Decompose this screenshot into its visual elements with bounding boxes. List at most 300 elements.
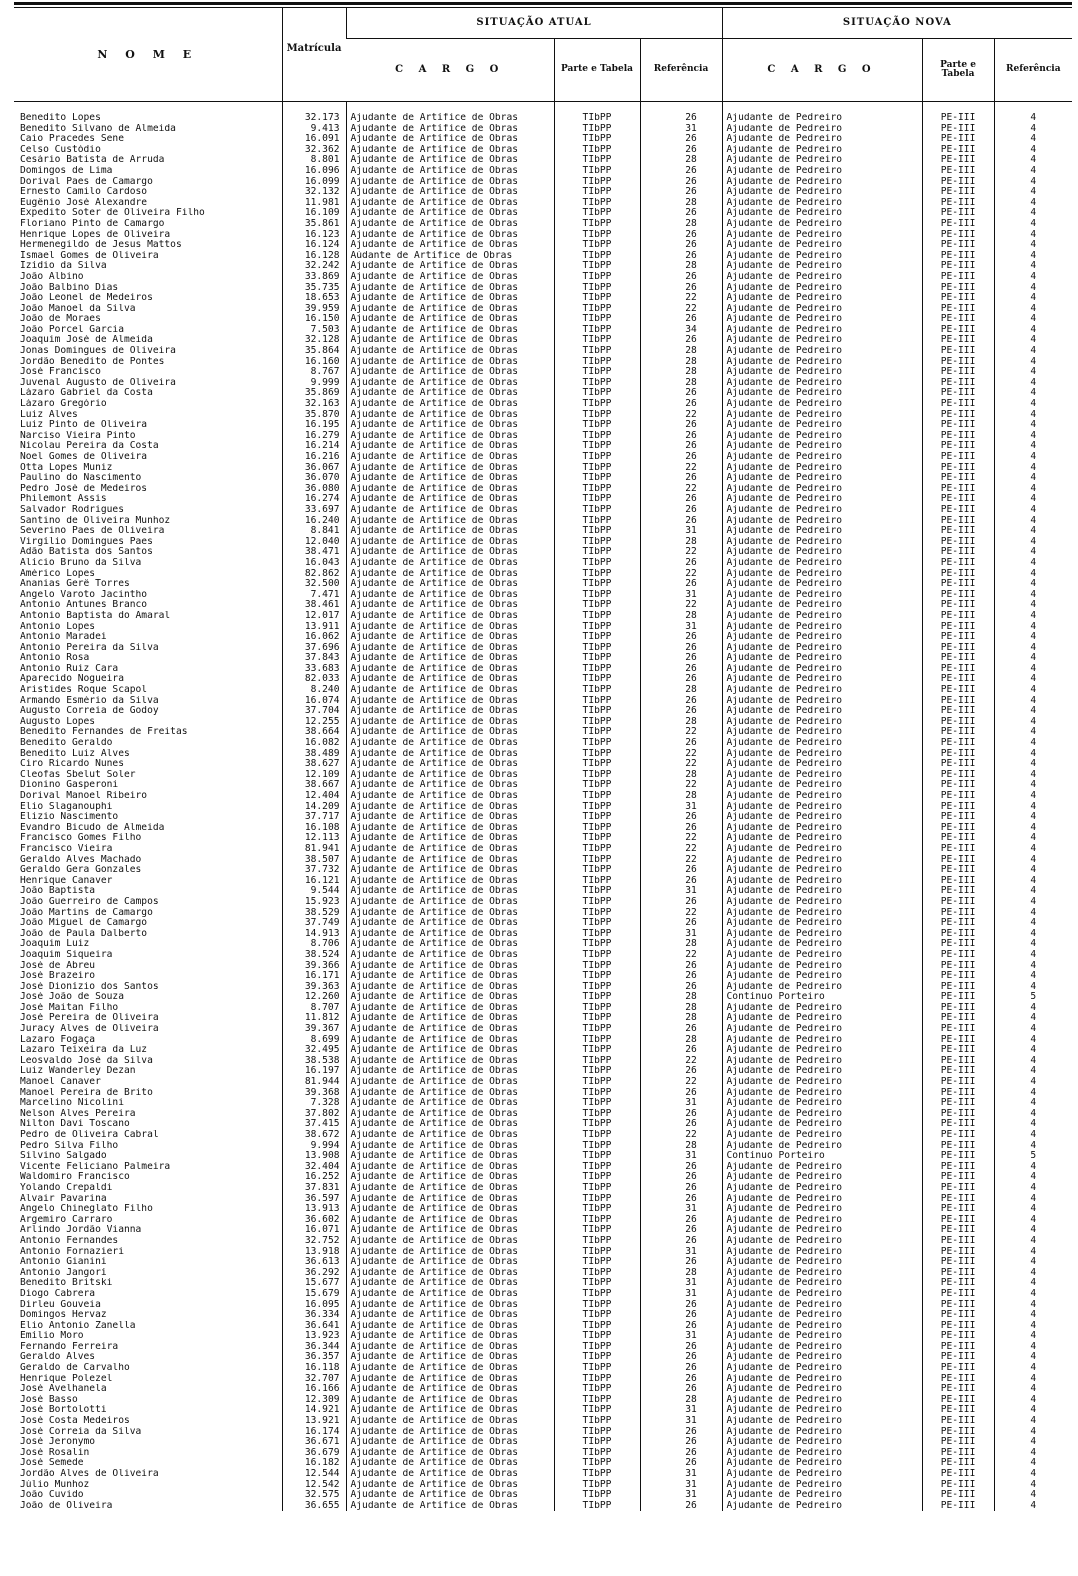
cell-p2: PE-III (922, 505, 994, 516)
cell-c2: Ajudante de Pedreiro (722, 1088, 922, 1099)
cell-r2: 4 (994, 441, 1072, 452)
cell-mat: 33.869 (282, 272, 346, 283)
table-row (14, 124, 1072, 135)
cell-c1: Ajudante de Artífice de Obras (346, 1141, 554, 1152)
cell-p1: TIbPP (554, 484, 640, 495)
cell-c2: Ajudante de Pedreiro (722, 187, 922, 198)
cell-p1: TIbPP (554, 600, 640, 611)
cell-r2: 4 (994, 950, 1072, 961)
cell-mat: 32.242 (282, 261, 346, 272)
cell-c1: Ajudante de Artífice de Obras (346, 198, 554, 209)
cell-c1: Ajudante de Artífice de Obras (346, 770, 554, 781)
cell-p1: TIbPP (554, 1162, 640, 1173)
cell-r1: 28 (640, 685, 722, 696)
cell-mat: 35.870 (282, 410, 346, 421)
cell-p2: PE-III (922, 1321, 994, 1332)
cell-r1: 31 (640, 1151, 722, 1162)
cell-p2: PE-III (922, 685, 994, 696)
table-row (14, 569, 1072, 580)
cell-mat: 16.074 (282, 696, 346, 707)
header-situacao-nova: SITUAÇÃO NOVA (722, 8, 1072, 39)
cell-p2: PE-III (922, 844, 994, 855)
cell-p1: TIbPP (554, 1342, 640, 1353)
table-row (14, 1204, 1072, 1215)
cell-p2: PE-III (922, 261, 994, 272)
cell-nome: José Costa Medeiros (20, 1416, 130, 1427)
cell-p1: TIbPP (554, 388, 640, 399)
cell-p1: TIbPP (554, 844, 640, 855)
cell-c2: Ajudante de Pedreiro (722, 738, 922, 749)
cell-r1: 26 (640, 1172, 722, 1183)
cell-c1: Ajudante de Artífice de Obras (346, 473, 554, 484)
cell-mat: 36.344 (282, 1342, 346, 1353)
cell-c2: Ajudante de Pedreiro (722, 897, 922, 908)
cell-mat: 9.413 (282, 124, 346, 135)
cell-nome: João Leonel de Medeiros (20, 293, 153, 304)
cell-p2: PE-III (922, 410, 994, 421)
cell-c1: Ajudante de Artífice de Obras (346, 961, 554, 972)
cell-c1: Ajudante de Artífice de Obras (346, 272, 554, 283)
cell-c1: Ajudante de Artífice de Obras (346, 431, 554, 442)
cell-p2: PE-III (922, 1363, 994, 1374)
cell-r1: 28 (640, 717, 722, 728)
cell-p2: PE-III (922, 643, 994, 654)
cell-nome: Manoel Canaver (20, 1077, 101, 1088)
cell-c1: Ajudante de Artífice de Obras (346, 876, 554, 887)
cell-nome: Benedito Lopes (20, 113, 101, 123)
cell-mat: 36.602 (282, 1215, 346, 1226)
cell-p1: TIbPP (554, 759, 640, 770)
cell-nome: José Maitan Filho (20, 1002, 119, 1013)
table-row (14, 865, 1072, 876)
cell-p2: PE-III (922, 1003, 994, 1014)
cell-nome: Antonio Fornazieri (20, 1246, 124, 1257)
cell-p2: PE-III (922, 727, 994, 738)
table-row (14, 1077, 1072, 1088)
cell-r2: 4 (994, 187, 1072, 198)
cell-nome: Jordão Benedito de Pontes (20, 356, 165, 367)
cell-r1: 26 (640, 431, 722, 442)
cell-r1: 26 (640, 272, 722, 283)
cell-c2: Ajudante de Pedreiro (722, 876, 922, 887)
cell-p2: PE-III (922, 251, 994, 262)
cell-p2: PE-III (922, 399, 994, 410)
table-row (14, 473, 1072, 484)
table-row (14, 526, 1072, 537)
cell-mat: 16.118 (282, 1363, 346, 1374)
cell-c2: Ajudante de Pedreiro (722, 1024, 922, 1035)
cell-c1: Ajudante de Artífice de Obras (346, 844, 554, 855)
cell-c1: Ajudante de Artífice de Obras (346, 187, 554, 198)
cell-r1: 26 (640, 971, 722, 982)
cell-p1: TIbPP (554, 1501, 640, 1512)
cell-p1: TIbPP (554, 441, 640, 452)
cell-r2: 4 (994, 1225, 1072, 1236)
cell-nome: Elio Antonio Zanella (20, 1320, 136, 1331)
cell-p1: TIbPP (554, 283, 640, 294)
table-row (14, 1310, 1072, 1321)
cell-nome: José Francisco (20, 367, 101, 378)
cell-c1: Ajudante de Artífice de Obras (346, 166, 554, 177)
cell-r1: 26 (640, 674, 722, 685)
cell-c1: Ajudante de Artífice de Obras (346, 1300, 554, 1311)
cell-nome: Joaquim José de Almeida (20, 335, 153, 346)
cell-r1: 28 (640, 367, 722, 378)
cell-r2: 4 (994, 1204, 1072, 1215)
cell-c2: Ajudante de Pedreiro (722, 791, 922, 802)
cell-nome: João Miguel de Camargo (20, 918, 148, 929)
cell-r1: 31 (640, 590, 722, 601)
cell-mat: 7.471 (282, 590, 346, 601)
cell-nome: Silvino Salgado (20, 1151, 107, 1162)
cell-c1: Ajudante de Artífice de Obras (346, 706, 554, 717)
cell-p2: PE-III (922, 982, 994, 993)
cell-r1: 28 (640, 219, 722, 230)
cell-mat: 38.627 (282, 759, 346, 770)
cell-c1: Ajudante de Artífice de Obras (346, 1024, 554, 1035)
cell-c2: Ajudante de Pedreiro (722, 1215, 922, 1226)
table-row (14, 1194, 1072, 1205)
cell-c1: Ajudante de Artífice de Obras (346, 632, 554, 643)
cell-c2: Ajudante de Pedreiro (722, 759, 922, 770)
table-row (14, 452, 1072, 463)
cell-c2: Ajudante de Pedreiro (722, 844, 922, 855)
table-row (14, 1003, 1072, 1014)
cell-mat: 16.174 (282, 1427, 346, 1438)
table-row (14, 537, 1072, 548)
cell-r2: 4 (994, 1278, 1072, 1289)
cell-mat: 15.923 (282, 897, 346, 908)
cell-r2: 4 (994, 865, 1072, 876)
cell-r1: 26 (640, 473, 722, 484)
cell-p1: TIbPP (554, 1384, 640, 1395)
cell-nome: Pedro José de Medeiros (20, 483, 148, 494)
cell-p2: PE-III (922, 113, 994, 124)
cell-nome: Antonio Ruiz Cara (20, 663, 119, 674)
cell-nome: Augusto Lopes (20, 716, 96, 727)
cell-p1: TIbPP (554, 378, 640, 389)
cell-mat: 36.671 (282, 1437, 346, 1448)
cell-p2: PE-III (922, 590, 994, 601)
cell-c2: Ajudante de Pedreiro (722, 219, 922, 230)
cell-c2: Ajudante de Pedreiro (722, 1501, 922, 1512)
cell-mat: 16.128 (282, 251, 346, 262)
cell-p2: PE-III (922, 283, 994, 294)
cell-c2: Ajudante de Pedreiro (722, 134, 922, 145)
table-row (14, 198, 1072, 209)
cell-mat: 9.994 (282, 1141, 346, 1152)
cell-mat: 35.864 (282, 346, 346, 357)
table-row (14, 622, 1072, 633)
cell-mat: 7.328 (282, 1098, 346, 1109)
cell-r2: 4 (994, 886, 1072, 897)
cell-p1: TIbPP (554, 569, 640, 580)
cell-mat: 12.544 (282, 1469, 346, 1480)
cell-p2: PE-III (922, 1056, 994, 1067)
cell-c2: Ajudante de Pedreiro (722, 1225, 922, 1236)
cell-mat: 11.812 (282, 1013, 346, 1024)
cell-p2: PE-III (922, 1278, 994, 1289)
table-row (14, 886, 1072, 897)
cell-p2: PE-III (922, 1416, 994, 1427)
cell-c1: Ajudante de Artífice de Obras (346, 1374, 554, 1385)
cell-c2: Ajudante de Pedreiro (722, 251, 922, 262)
cell-p1: TIbPP (554, 1278, 640, 1289)
cell-r2: 4 (994, 357, 1072, 368)
cell-r2: 4 (994, 1310, 1072, 1321)
cell-mat: 39.368 (282, 1088, 346, 1099)
cell-p1: TIbPP (554, 1066, 640, 1077)
cell-c1: Ajudante de Artífice de Obras (346, 1204, 554, 1215)
cell-r2: 5 (994, 992, 1072, 1003)
cell-p1: TIbPP (554, 1395, 640, 1406)
cell-r1: 26 (640, 1257, 722, 1268)
cell-p1: TIbPP (554, 643, 640, 654)
cell-c2: Ajudante de Pedreiro (722, 1427, 922, 1438)
cell-mat: 13.918 (282, 1247, 346, 1258)
table-row (14, 547, 1072, 558)
cell-r2: 4 (994, 484, 1072, 495)
cell-r2: 4 (994, 325, 1072, 336)
cell-c1: Ajudante de Artífice de Obras (346, 399, 554, 410)
cell-c2: Ajudante de Pedreiro (722, 929, 922, 940)
cell-p2: PE-III (922, 1405, 994, 1416)
table-row (14, 1427, 1072, 1438)
table-row (14, 1363, 1072, 1374)
table-row (14, 664, 1072, 675)
cell-r2: 4 (994, 1183, 1072, 1194)
cell-c2: Ajudante de Pedreiro (722, 961, 922, 972)
cell-mat: 37.732 (282, 865, 346, 876)
cell-r1: 31 (640, 526, 722, 537)
table-row (14, 844, 1072, 855)
cell-r2: 4 (994, 1172, 1072, 1183)
cell-r1: 26 (640, 388, 722, 399)
cell-c1: Ajudante de Artífice de Obras (346, 982, 554, 993)
cell-r2: 4 (994, 632, 1072, 643)
cell-c1: Ajudante de Artífice de Obras (346, 1045, 554, 1056)
cell-mat: 8.841 (282, 526, 346, 537)
cell-r1: 22 (640, 833, 722, 844)
cell-r1: 22 (640, 569, 722, 580)
cell-c1: Ajudante de Artífice de Obras (346, 780, 554, 791)
cell-p2: PE-III (922, 833, 994, 844)
cell-nome: Domingos de Lima (20, 165, 113, 176)
cell-r2: 4 (994, 759, 1072, 770)
cell-c2: Ajudante de Pedreiro (722, 717, 922, 728)
cell-p1: TIbPP (554, 177, 640, 188)
cell-c1: Ajudante de Artífice de Obras (346, 1215, 554, 1226)
cell-p1: TIbPP (554, 886, 640, 897)
cell-r1: 31 (640, 124, 722, 135)
cell-c1: Ajudante de Artífice de Obras (346, 304, 554, 315)
cell-mat: 32.404 (282, 1162, 346, 1173)
cell-mat: 8.707 (282, 1003, 346, 1014)
cell-p2: PE-III (922, 1151, 994, 1162)
cell-nome: João Albino (20, 271, 84, 282)
cell-p2: PE-III (922, 1331, 994, 1342)
cell-c1: Ajudante de Artífice de Obras (346, 727, 554, 738)
cell-r1: 26 (640, 505, 722, 516)
cell-mat: 38.489 (282, 749, 346, 760)
cell-p1: TIbPP (554, 473, 640, 484)
cell-p2: PE-III (922, 463, 994, 474)
cell-c1: Aúdante de Artífice de Obras (346, 251, 554, 262)
table-row (14, 908, 1072, 919)
cell-nome: Benedito Britski (20, 1278, 113, 1289)
cell-c2: Ajudante de Pedreiro (722, 1162, 922, 1173)
cell-r2: 4 (994, 844, 1072, 855)
cell-mat: 32.173 (282, 113, 346, 124)
cell-c1: Ajudante de Artífice de Obras (346, 1448, 554, 1459)
cell-nome: Nilton Davi Toscano (20, 1119, 130, 1130)
cell-p1: TIbPP (554, 367, 640, 378)
cell-r1: 28 (640, 261, 722, 272)
cell-p2: PE-III (922, 1236, 994, 1247)
cell-c2: Ajudante de Pedreiro (722, 145, 922, 156)
table-row (14, 992, 1072, 1003)
cell-p2: PE-III (922, 441, 994, 452)
cell-c1: Ajudante de Artífice de Obras (346, 674, 554, 685)
cell-c1: Ajudante de Artífice de Obras (346, 420, 554, 431)
cell-p1: TIbPP (554, 145, 640, 156)
cell-r2: 4 (994, 749, 1072, 760)
cell-p1: TIbPP (554, 1088, 640, 1099)
table-row (14, 240, 1072, 251)
cell-mat: 18.653 (282, 293, 346, 304)
cell-p1: TIbPP (554, 1257, 640, 1268)
table-row (14, 1268, 1072, 1279)
cell-p1: TIbPP (554, 918, 640, 929)
cell-mat: 36.067 (282, 463, 346, 474)
cell-mat: 38.529 (282, 908, 346, 919)
cell-r2: 4 (994, 653, 1072, 664)
cell-p2: PE-III (922, 759, 994, 770)
cell-c1: Ajudante de Artífice de Obras (346, 611, 554, 622)
cell-p1: TIbPP (554, 622, 640, 633)
table-row (14, 261, 1072, 272)
table-row (14, 1490, 1072, 1501)
cell-p1: TIbPP (554, 325, 640, 336)
table-row (14, 1448, 1072, 1459)
table-row (14, 1141, 1072, 1152)
cell-r1: 26 (640, 1300, 722, 1311)
cell-nome: Elizio Nascimento (20, 812, 119, 823)
cell-c2: Ajudante de Pedreiro (722, 1278, 922, 1289)
cell-r1: 31 (640, 1204, 722, 1215)
cell-nome: Luiz Alves (20, 409, 78, 420)
cell-c2: Ajudante de Pedreiro (722, 293, 922, 304)
cell-nome: João Baptista (20, 886, 96, 897)
cell-p2: PE-III (922, 452, 994, 463)
cell-r2: 4 (994, 961, 1072, 972)
cell-p2: PE-III (922, 473, 994, 484)
cell-mat: 81.944 (282, 1077, 346, 1088)
cell-r2: 4 (994, 1003, 1072, 1014)
cell-c2: Ajudante de Pedreiro (722, 1374, 922, 1385)
cell-c2: Ajudante de Pedreiro (722, 664, 922, 675)
cell-c1: Ajudante de Artífice de Obras (346, 547, 554, 558)
cell-p2: PE-III (922, 908, 994, 919)
cell-nome: José Rosalin (20, 1447, 90, 1458)
cell-nome: José Dionízio dos Santos (20, 981, 159, 992)
header-referencia-atual: Referência (640, 39, 722, 102)
cell-c1: Ajudante de Artífice de Obras (346, 992, 554, 1003)
cell-p1: TIbPP (554, 1035, 640, 1046)
cell-p1: TIbPP (554, 1236, 640, 1247)
cell-nome: Antonio Pereira da Silva (20, 642, 159, 653)
cell-c1: Ajudante de Artífice de Obras (346, 1003, 554, 1014)
cell-r1: 26 (640, 664, 722, 675)
cell-p1: TIbPP (554, 1331, 640, 1342)
cell-mat: 33.683 (282, 664, 346, 675)
cell-r1: 26 (640, 1215, 722, 1226)
table-row (14, 632, 1072, 643)
cell-r2: 4 (994, 124, 1072, 135)
cell-c1: Ajudante de Artífice de Obras (346, 939, 554, 950)
cell-nome: Henrique Lopes de Oliveira (20, 229, 171, 240)
cell-r1: 26 (640, 1501, 722, 1512)
cell-p2: PE-III (922, 1130, 994, 1141)
cell-r1: 26 (640, 208, 722, 219)
cell-r1: 28 (640, 939, 722, 950)
cell-p2: PE-III (922, 1162, 994, 1173)
table-row (14, 706, 1072, 717)
cell-nome: Juvenal Augusto de Oliveira (20, 377, 176, 388)
header-matricula: Matrícula (282, 8, 346, 102)
cell-r1: 26 (640, 187, 722, 198)
cell-mat: 8.240 (282, 685, 346, 696)
cell-p1: TIbPP (554, 1109, 640, 1120)
table-row (14, 1395, 1072, 1406)
cell-mat: 36.070 (282, 473, 346, 484)
cell-r2: 4 (994, 473, 1072, 484)
cell-nome: Leosvaldo José da Silva (20, 1055, 153, 1066)
cell-nome: João Balbino Dias (20, 282, 119, 293)
cell-p2: PE-III (922, 1342, 994, 1353)
cell-c2: Ajudante de Pedreiro (722, 1119, 922, 1130)
cell-c1: Ajudante de Artífice de Obras (346, 1342, 554, 1353)
cell-p2: PE-III (922, 738, 994, 749)
table-row (14, 1480, 1072, 1491)
cell-c2: Ajudante de Pedreiro (722, 431, 922, 442)
cell-r2: 4 (994, 1194, 1072, 1205)
cell-r2: 4 (994, 1098, 1072, 1109)
cell-p1: TIbPP (554, 611, 640, 622)
cell-r1: 31 (640, 886, 722, 897)
cell-c2: Ajudante de Pedreiro (722, 240, 922, 251)
cell-c2: Ajudante de Pedreiro (722, 749, 922, 760)
cell-r1: 28 (640, 346, 722, 357)
cell-nome: Waldomiro Francisco (20, 1172, 130, 1183)
cell-c1: Ajudante de Artífice de Obras (346, 579, 554, 590)
cell-nome: João Cuvido (20, 1490, 84, 1501)
cell-mat: 12.404 (282, 791, 346, 802)
cell-p2: PE-III (922, 632, 994, 643)
cell-r2: 4 (994, 622, 1072, 633)
cell-r2: 4 (994, 558, 1072, 569)
cell-c1: Ajudante de Artífice de Obras (346, 1416, 554, 1427)
cell-r2: 4 (994, 230, 1072, 241)
cell-c1: Ajudante de Artífice de Obras (346, 791, 554, 802)
cell-r1: 26 (640, 1448, 722, 1459)
cell-mat: 12.017 (282, 611, 346, 622)
cell-r2: 4 (994, 463, 1072, 474)
cell-r1: 26 (640, 1066, 722, 1077)
cell-p1: TIbPP (554, 1141, 640, 1152)
cell-nome: Dorival Manoel Ribeiro (20, 791, 148, 801)
cell-c1: Ajudante de Artífice de Obras (346, 664, 554, 675)
